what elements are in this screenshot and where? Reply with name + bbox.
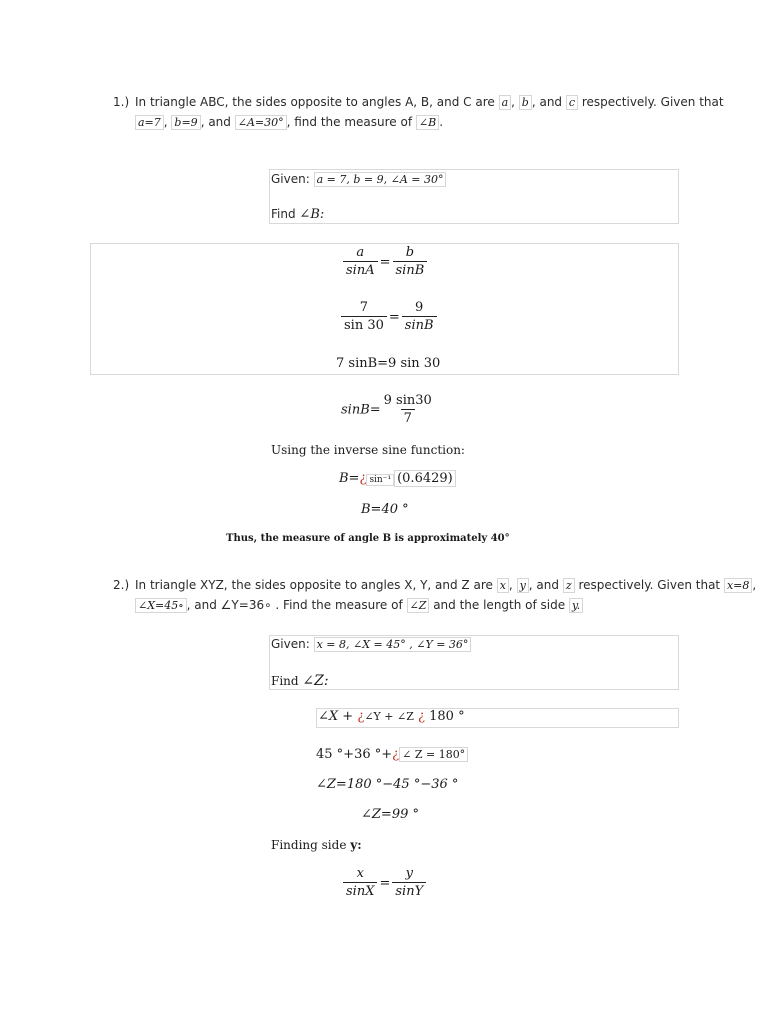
side-text: and the length of side xyxy=(433,598,566,612)
denominator: sinX xyxy=(343,882,377,900)
equation-substituted-angles xyxy=(316,747,468,762)
find-text: , find the measure of xyxy=(286,115,413,129)
argument: (0.6429) xyxy=(394,470,456,487)
lhs: B= xyxy=(339,471,360,486)
denominator: sinB xyxy=(402,316,437,334)
problem-1-text-line-1: In triangle ABC, the sides opposite to angles A, B, and C are a , b , and c respectively. Given that xyxy=(135,95,724,109)
term: ∠X + xyxy=(318,709,354,724)
label: Finding side xyxy=(271,838,347,852)
fraction-lhs xyxy=(341,300,387,334)
term: ∠Y + ∠Z xyxy=(364,710,414,723)
equation-sinb xyxy=(341,393,435,427)
replacement-glyph: ¿ xyxy=(357,709,365,724)
given-values: a = 7, b = 9, ∠A = 30° xyxy=(314,172,447,187)
sin-inverse: sin⁻¹ xyxy=(366,474,394,486)
replacement-glyph: ¿ xyxy=(359,471,367,486)
given-line-1 xyxy=(271,172,446,186)
denominator: sinY xyxy=(392,882,426,900)
find-label: Find xyxy=(271,674,299,688)
given-line-2 xyxy=(271,637,471,651)
var-b: b xyxy=(519,95,532,110)
problem-2-text-line-1: In triangle XYZ, the sides opposite to angles X, Y, and Z are x , y , and z respectively. Given that x=8 , xyxy=(135,578,757,592)
fraction-rhs xyxy=(392,866,426,900)
problem-2-text: In triangle XYZ, the sides opposite to angles X, Y, and Z are xyxy=(135,578,493,592)
problem-2-number: 2.) xyxy=(113,578,130,592)
equals-sign: = xyxy=(388,309,400,325)
equals-sign: = xyxy=(379,875,391,891)
problem-1-text-line-2: a=7 , b=9 , and ∠A=30° , find the measure of ∠B . xyxy=(135,115,443,129)
target-angle-b: ∠B xyxy=(416,115,439,130)
result: ∠Z=99 ° xyxy=(361,807,419,822)
equation-cross-multiplied: 7 sinB=9 sin 30 xyxy=(336,356,441,371)
replacement-glyph: ¿ xyxy=(418,709,425,724)
side-var-y: y. xyxy=(569,598,583,613)
finding-side-text xyxy=(271,838,362,852)
term: 45 °+36 °+ xyxy=(316,747,393,762)
given-angle-x: ∠X=45∘ xyxy=(135,598,187,613)
var-x: x xyxy=(497,578,509,593)
var-a: a xyxy=(499,95,512,110)
problem-1-number: 1.) xyxy=(113,95,130,109)
var-y: y xyxy=(517,578,529,593)
and-text: , and ∠Y=36∘ . Find the measure of xyxy=(186,598,403,612)
numerator: y xyxy=(405,866,413,881)
numerator: 7 xyxy=(359,300,369,315)
equals-sign: = xyxy=(379,254,391,270)
result: B=40 ° xyxy=(361,502,409,517)
numerator: b xyxy=(405,245,415,260)
numerator: 9 sin30 xyxy=(383,393,432,408)
equation-inverse xyxy=(339,471,456,486)
lhs: sinB= xyxy=(341,402,381,418)
term: ∠ Z = 180° xyxy=(399,747,468,762)
find-target: ∠B: xyxy=(299,207,325,222)
equation-angle-sum xyxy=(318,709,465,724)
equation: ∠Z=180 °−45 °−36 ° xyxy=(316,777,459,792)
equation-substituted xyxy=(341,300,437,334)
denominator: sinA xyxy=(343,261,378,279)
given-angle-a: ∠A=30° xyxy=(235,115,287,130)
var-c: c xyxy=(566,95,578,110)
problem-2-text-line-2 xyxy=(135,598,583,612)
inverse-sine-text: Using the inverse sine function: xyxy=(271,443,465,457)
fraction-lhs xyxy=(343,866,377,900)
denominator: sin 30 xyxy=(341,316,387,334)
equation-z-result xyxy=(361,807,419,822)
problem-1-text: In triangle ABC, the sides opposite to angles A, B, and C are xyxy=(135,95,495,109)
side-var: y: xyxy=(350,838,362,852)
fraction-rhs xyxy=(402,300,437,334)
numerator: 9 xyxy=(415,300,424,315)
term: 180 ° xyxy=(429,709,465,724)
replacement-glyph: ¿ xyxy=(392,747,400,762)
denominator: sinB xyxy=(393,261,428,279)
given-b: b=9 xyxy=(171,115,200,130)
denominator: 7 xyxy=(401,409,415,427)
numerator: x xyxy=(356,866,364,881)
fraction xyxy=(381,393,435,427)
given-label: Given: xyxy=(271,172,310,186)
problem-1-text-cont: respectively. Given that xyxy=(581,95,724,109)
find-label: Find xyxy=(271,207,296,221)
equation-law-of-sines-2 xyxy=(343,866,426,900)
equation-result xyxy=(361,502,409,517)
fraction-lhs xyxy=(343,245,378,279)
conclusion-text: Thus, the measure of angle B is approximately 40° xyxy=(226,533,510,544)
find-line-2 xyxy=(271,673,329,689)
and-text: , and xyxy=(200,115,231,129)
fraction-rhs xyxy=(393,245,428,279)
given-values: x = 8, ∠X = 45° , ∠Y = 36° xyxy=(314,637,472,652)
problem-2-text-cont: respectively. Given that xyxy=(578,578,721,592)
given-label: Given: xyxy=(271,637,310,651)
equation-solve-z xyxy=(316,777,458,792)
equation-law-of-sines xyxy=(343,245,427,279)
find-line-1 xyxy=(271,207,324,222)
given-x: x=8 xyxy=(724,578,752,593)
target-angle-z: ∠Z xyxy=(407,598,430,613)
find-target: ∠Z: xyxy=(302,673,329,689)
given-a: a=7 xyxy=(135,115,164,130)
numerator: a xyxy=(356,245,365,260)
var-z: z xyxy=(563,578,575,593)
